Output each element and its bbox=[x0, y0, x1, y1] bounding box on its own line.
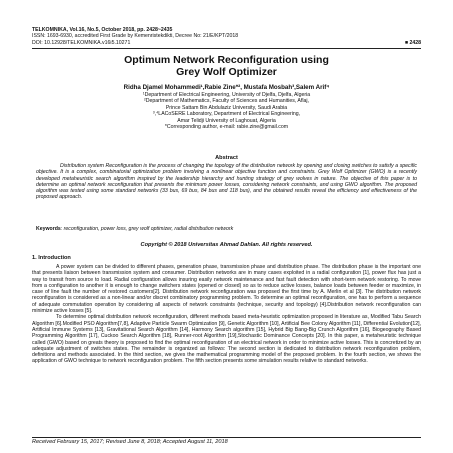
abstract-text: Distribution system Reconfiguration is the process of changing the topology of the distribution network by opening and closing switches to satisfy a specific objective. It is a complex, combinatorial optimization problem involving a nonlinear objective function and constraints. Grey Wolf Optimizer (GWO) is a recently developed metaheuristic search algorithm inspired by the leadership hierarchy and hunting strategy of grey wolves in nature. The objective of this paper is to determine an optimal network reconfiguration that presents the minimum power losses, considering network constraints, and using GWO algorithm. The proposed algorithm was tested using some standard networks (33 bus, 69 bus, 84 bus and 118 bus), and the obtained results reveal the efficiency and effectiveness of the proposed approach. bbox=[36, 163, 417, 201]
header-divider bbox=[32, 48, 421, 49]
affiliation-line: Amar Telidji University of Laghouat, Algeria bbox=[177, 117, 276, 124]
title-line-2: Grey Wolf Optimizer bbox=[176, 66, 277, 78]
keywords-list: : reconfiguration, power loss, grey wolf optimizer, radial distribution network bbox=[60, 226, 234, 232]
affiliation-line: Prince Sattam Bin Abdulaziz University, Saudi Arabia bbox=[165, 104, 288, 111]
keywords bbox=[36, 226, 417, 232]
paper-title bbox=[32, 54, 421, 78]
journal-header bbox=[32, 27, 421, 46]
footer-divider bbox=[32, 437, 421, 438]
journal-doi: DOI: 10.12928/TELKOMNIKA.v16i5.10271 bbox=[32, 39, 131, 46]
journal-citation: TELKOMNIKA, Vol.16, No.5, October 2018, pp. 2428~2435 bbox=[32, 27, 173, 33]
paragraph: To determine optimal distribution network reconfiguration, different methods based meta-heuristic optimization proposed in literature as, Modified Tabu Search Algorithm [6].Modified PSO Algorithm[7,8], Adaptive Particle Swarm Optimization [9], Genetic Algorithm [10], Artificial Bee Colony Algorithm [11], Differential Evolution[12], Artificial Immune Systems [13], Gravitational Search Algorithm [14], Harmony Search algorithm [15], Hybrid Big Bang-Big Crunch Algorithm [16], Biogeography Based Programming Algorithm [17], Cuckoo Search Algorithm [18], Runner-root Algorithm [19],Stochastic Dominance Concepts [20]. In this paper, a metaheuristic technique called (GWO) based on greats theory is proposed to find the optimal reconfiguration of an electrical network in order to minimize active losses. This is concretized by an adequate adjustment of switches states. The remainder is organized as follows: The second section is dedicated to distribution network reconfiguration problem, definitions and methods associated. In the third section, we gives the mathematical programming model of the proposed problem. In the fourth section, we shows the application of GWO technique to network reconfiguration problem. The fifth section presents some simulation results relative to standard networks. bbox=[32, 314, 421, 365]
paragraph: A power system can be divided to different phases, generation phase, transmission phase and distribution phase. The distribution phase is the important one that presents liaison between transmission system and consumer. Distribution networks are in many cases exploited in a radial configuration [1], power flux has just a way to transit from source to load. Radial configuration allows insuring easily network maintenance and fast fault detection with short-term network restoring. To move from a configuration to another it is enough to change switchers states (opened or closed) so as to reduce active losses, balance loads between feeder or maximize, in case of line fault the number of restored customers[2]. Distribution network reconfiguration was proposed the first time by A. Merlin et al [3]. The distribution network reconfiguration is considered as a non-linear and/or discret combinatory programming problem. To determine an optimal reconfiguration, one has to perform a sequence of adequate commutation operation by considering all aspects of network constraints (technique, security and topology) [4].Distribution network reconfiguration can minimize active losses [5]. bbox=[32, 264, 421, 315]
received-dates: Received February 15, 2017; Revised June 8, 2018; Accepted August 11, 2018 bbox=[32, 439, 228, 445]
author-list: Ridha Djamel Mohammedi¹,Rabie Zine*², Mustafa Mosbah³,Salem Arif⁴ bbox=[123, 84, 330, 91]
page-number: ■ 2428 bbox=[404, 39, 421, 46]
corresponding-author: *Corresponding author, e-mail: rabie.zine@gmail.com bbox=[164, 124, 289, 131]
keywords-label: Keywords bbox=[36, 226, 61, 232]
title-line-1: Optimum Network Reconfiguration using bbox=[124, 54, 329, 66]
affiliation-line: ³,⁴LACoSERE Laboratory, Department of Electrical Engineering, bbox=[152, 111, 301, 118]
affiliation-line: ¹Department of Electrical Engineering, University of Djelfa, Djelfa, Algeria bbox=[142, 92, 311, 98]
copyright-notice: Copyright © 2018 Universitas Ahmad Dahlan. All rights reserved. bbox=[140, 242, 313, 248]
abstract-heading: Abstract bbox=[215, 155, 238, 161]
affiliations bbox=[32, 92, 421, 130]
section-heading: 1. Introduction bbox=[32, 255, 71, 261]
journal-issn: ISSN: 1693-6930, accredited First Grade by Kemenristekdikti, Decree No: 21/E/KPT/2018 bbox=[32, 33, 239, 40]
introduction-body bbox=[32, 264, 421, 365]
affiliation-line: ²Department of Mathematics, Faculty of Sciences and Humanities, Aflaj, bbox=[144, 98, 309, 105]
